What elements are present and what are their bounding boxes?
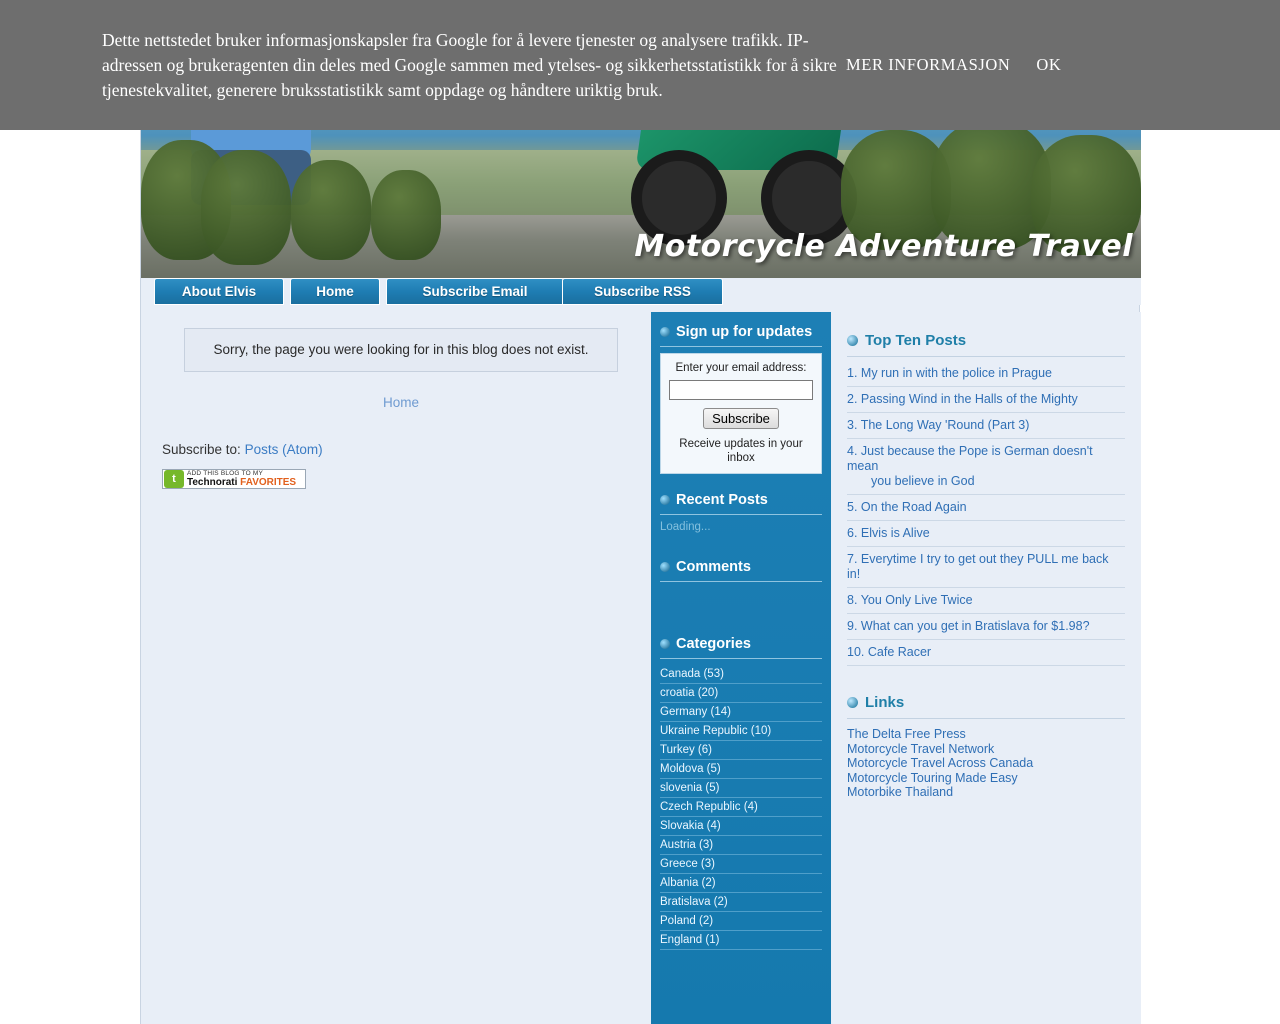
item-number: 1. bbox=[847, 366, 858, 380]
item-title: On the Road Again bbox=[860, 500, 967, 514]
list-item[interactable]: Germany (14) bbox=[660, 703, 822, 722]
list-item[interactable]: Ukraine Republic (10) bbox=[660, 722, 822, 741]
link-item[interactable]: Motorcycle Touring Made Easy bbox=[847, 770, 1018, 785]
list-item[interactable]: Bratislava (2) bbox=[660, 893, 822, 912]
list-item[interactable]: croatia (20) bbox=[660, 684, 822, 703]
item-number: 6. bbox=[847, 526, 858, 540]
subscribe-to-label: Subscribe to: bbox=[162, 442, 241, 457]
item-number: 5. bbox=[847, 500, 858, 514]
nav-tabs bbox=[141, 278, 1141, 305]
item-title: Passing Wind in the Halls of the Mighty bbox=[860, 392, 1078, 406]
tab-about-elvis[interactable] bbox=[154, 278, 284, 305]
categories-heading-label: Categories bbox=[676, 636, 751, 652]
technorati-bottom-text bbox=[187, 477, 296, 488]
item-title: The Long Way 'Round (Part 3) bbox=[860, 418, 1030, 432]
blog-outer-wrapper bbox=[140, 0, 1140, 1024]
link-item[interactable]: Motorbike Thailand bbox=[847, 785, 954, 799]
list-item[interactable] bbox=[847, 588, 1125, 614]
cookie-consent-text: Dette nettstedet bruker informasjonskapsler fra Google for å levere tjenester og analysere trafikk. IP-adressen og brukeragenten din deles med Google sammen med ytelses- og sikkerhetsstatistikk for å sikre tjenestekvalitet, generere bruksstatistikk samt oppdage og håndtere uriktig bruk. bbox=[102, 29, 837, 100]
list-item[interactable]: Canada (53) bbox=[660, 665, 822, 684]
item-number: 10. bbox=[847, 645, 865, 659]
list-item[interactable]: Poland (2) bbox=[660, 912, 822, 931]
technorati-favorites-word: FAVORITES bbox=[240, 477, 297, 488]
categories-heading bbox=[660, 632, 822, 659]
shrub-icon bbox=[371, 170, 441, 260]
list-item[interactable] bbox=[847, 439, 1125, 495]
technorati-favorites-badge[interactable] bbox=[162, 469, 306, 489]
home-link[interactable]: Home bbox=[382, 395, 419, 410]
item-title: Everytime I try to get out they PULL me back in! bbox=[847, 552, 1109, 581]
comments-heading-label: Comments bbox=[676, 559, 751, 575]
list-item[interactable] bbox=[847, 387, 1125, 413]
link-item[interactable]: The Delta Free Press bbox=[847, 727, 966, 741]
list-item[interactable] bbox=[847, 547, 1125, 588]
bullet-icon bbox=[660, 639, 670, 649]
tab-label: About Elvis bbox=[181, 284, 257, 299]
top-ten-heading-label: Top Ten Posts bbox=[865, 332, 967, 349]
comments-empty-area bbox=[660, 588, 822, 632]
technorati-top-text: ADD THIS BLOG TO MY bbox=[187, 470, 264, 477]
technorati-text bbox=[187, 470, 296, 488]
status-message: Sorry, the page you were looking for in this blog does not exist. bbox=[184, 328, 618, 372]
signup-heading bbox=[660, 320, 822, 347]
item-number: 8. bbox=[847, 593, 858, 607]
links-heading bbox=[847, 694, 1125, 719]
list-item[interactable]: Slovakia (4) bbox=[660, 817, 822, 836]
item-title: My run in with the police in Prague bbox=[860, 366, 1052, 380]
list-item[interactable] bbox=[847, 413, 1125, 439]
links-list bbox=[847, 727, 1125, 800]
recent-posts-heading-label: Recent Posts bbox=[676, 492, 768, 508]
banner-title: Motorcycle Adventure Travel bbox=[634, 229, 1133, 264]
more-information-button[interactable]: MER INFORMASJON bbox=[846, 55, 1011, 74]
link-item[interactable]: Motorcycle Travel Network bbox=[847, 741, 995, 756]
list-item[interactable] bbox=[847, 614, 1125, 640]
list-item[interactable] bbox=[847, 521, 1125, 547]
bullet-icon bbox=[847, 335, 858, 346]
email-signup-box bbox=[660, 353, 822, 474]
tab-home[interactable] bbox=[290, 278, 380, 305]
tab-label: Home bbox=[316, 284, 354, 299]
item-number: 3. bbox=[847, 418, 858, 432]
email-field-label: Enter your email address: bbox=[675, 362, 807, 374]
tab-subscribe-email[interactable] bbox=[386, 278, 564, 305]
tab-label: Subscribe RSS bbox=[594, 284, 691, 299]
home-link-wrapper bbox=[151, 394, 651, 412]
item-number: 9. bbox=[847, 619, 858, 633]
signup-note: Receive updates in your inbox bbox=[679, 438, 803, 464]
tab-subscribe-rss[interactable] bbox=[562, 278, 723, 305]
top-ten-heading bbox=[847, 332, 1125, 357]
item-title: You Only Live Twice bbox=[860, 593, 973, 607]
technorati-word: Technorati bbox=[187, 477, 241, 488]
item-title-continued: you believe in God bbox=[871, 474, 975, 488]
recent-posts-heading bbox=[660, 488, 822, 515]
list-item[interactable] bbox=[847, 640, 1125, 666]
tab-label: Subscribe Email bbox=[422, 284, 528, 299]
item-number: 7. bbox=[847, 552, 858, 566]
item-title: Cafe Racer bbox=[867, 645, 932, 659]
shrub-icon bbox=[201, 150, 291, 265]
list-item[interactable] bbox=[847, 361, 1125, 387]
cookie-consent-bar bbox=[0, 0, 1280, 130]
recent-posts-loading: Loading... bbox=[660, 521, 711, 533]
posts-atom-link[interactable]: Posts (Atom) bbox=[244, 442, 323, 457]
item-title: Elvis is Alive bbox=[860, 526, 930, 540]
ok-button[interactable]: OK bbox=[1036, 55, 1062, 74]
link-item[interactable]: Motorcycle Travel Across Canada bbox=[847, 756, 1034, 770]
list-item[interactable]: Moldova (5) bbox=[660, 760, 822, 779]
bullet-icon bbox=[847, 697, 858, 708]
list-item[interactable]: Austria (3) bbox=[660, 836, 822, 855]
list-item[interactable] bbox=[847, 495, 1125, 521]
item-number: 4. bbox=[847, 444, 858, 458]
list-item[interactable]: England (1) bbox=[660, 931, 822, 950]
bullet-icon bbox=[660, 562, 670, 572]
links-heading-label: Links bbox=[865, 694, 905, 711]
list-item[interactable]: Albania (2) bbox=[660, 874, 822, 893]
list-item[interactable]: slovenia (5) bbox=[660, 779, 822, 798]
sidebar-middle bbox=[651, 312, 831, 1024]
main-content-column bbox=[141, 305, 651, 1024]
list-item[interactable]: Turkey (6) bbox=[660, 741, 822, 760]
list-item[interactable]: Czech Republic (4) bbox=[660, 798, 822, 817]
comments-heading bbox=[660, 555, 822, 582]
sidebar-right bbox=[831, 312, 1141, 1024]
subscribe-to-row bbox=[162, 442, 641, 457]
subscribe-button[interactable]: Subscribe bbox=[703, 408, 779, 429]
signup-heading-label: Sign up for updates bbox=[676, 324, 813, 340]
item-number: 2. bbox=[847, 392, 858, 406]
shrub-icon bbox=[291, 160, 371, 260]
item-title: What can you get in Bratislava for $1.98? bbox=[860, 619, 1090, 633]
bullet-icon bbox=[660, 495, 670, 505]
email-field[interactable] bbox=[669, 380, 813, 400]
item-title: Just because the Pope is German doesn't mean bbox=[847, 444, 1093, 473]
bullet-icon bbox=[660, 327, 670, 337]
technorati-logo-icon: t bbox=[164, 470, 184, 488]
cookie-consent-actions bbox=[846, 55, 1061, 75]
list-item[interactable]: Greece (3) bbox=[660, 855, 822, 874]
